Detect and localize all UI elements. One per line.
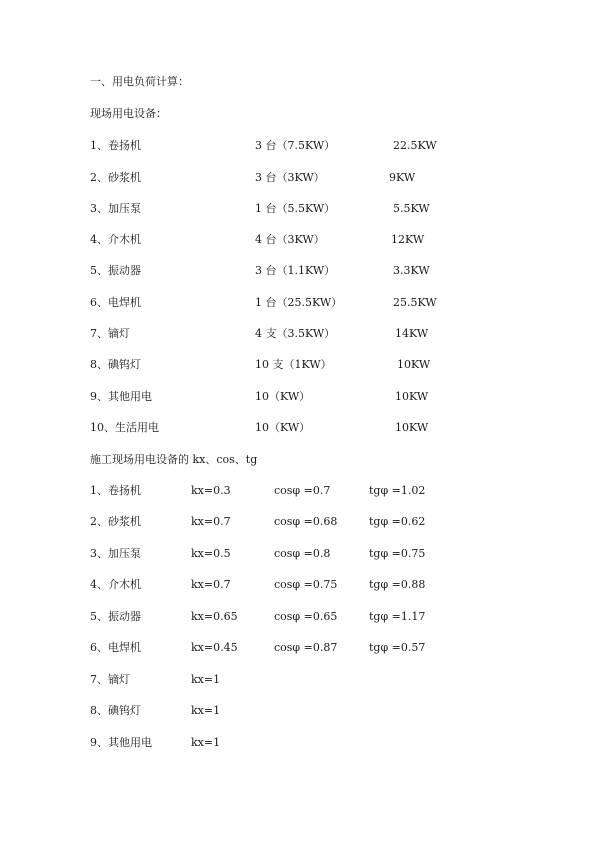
coeff-tg: tgφ =0.75 (369, 547, 426, 560)
list-item (0, 263, 600, 279)
coeff-name: 8、碘钨灯 (90, 704, 141, 717)
equipment-name: 6、电焊机 (90, 296, 141, 309)
list-item (0, 138, 600, 154)
coeff-name: 2、砂浆机 (90, 515, 141, 528)
equipment-qty: 4 台（3KW） (255, 233, 325, 246)
coeff-kx: kx=0.65 (191, 610, 238, 623)
coeff-kx: kx=0.7 (191, 578, 231, 591)
equipment-qty: 4 支（3.5KW） (255, 327, 336, 340)
coeff-name: 9、其他用电 (90, 736, 152, 749)
coeff-kx: kx=1 (191, 673, 221, 686)
equipment-name: 5、振动器 (90, 264, 141, 277)
list-item (0, 514, 600, 530)
equipment-qty: 10（KW） (255, 390, 311, 403)
coeff-kx: kx=0.5 (191, 547, 231, 560)
coeff-kx: kx=0.7 (191, 515, 231, 528)
equipment-power: 10KW (395, 421, 429, 434)
equipment-power: 12KW (391, 233, 425, 246)
equipment-power: 10KW (397, 358, 431, 371)
coeff-tg: tgφ =0.88 (369, 578, 426, 591)
list-item (0, 546, 600, 562)
coeff-heading-line (0, 452, 600, 468)
equipment-heading-line (0, 106, 600, 122)
coeff-kx: kx=1 (191, 736, 221, 749)
equipment-name: 8、碘钨灯 (90, 358, 141, 371)
coeff-name: 3、加压泵 (90, 547, 141, 560)
section-title-line (0, 74, 600, 90)
list-item (0, 420, 600, 436)
coeff-cos: cosφ =0.7 (274, 484, 331, 497)
coeff-kx: kx=1 (191, 704, 221, 717)
equipment-heading: 现场用电设备： (90, 107, 167, 120)
equipment-power: 25.5KW (393, 296, 437, 309)
equipment-power: 3.3KW (393, 264, 430, 277)
list-item (0, 389, 600, 405)
list-item (0, 577, 600, 593)
list-item (0, 703, 600, 719)
coeff-cos: cosφ =0.68 (274, 515, 338, 528)
coeff-tg: tgφ =0.62 (369, 515, 426, 528)
equipment-name: 10、生活用电 (90, 421, 159, 434)
coeff-tg: tgφ =1.02 (369, 484, 426, 497)
list-item (0, 201, 600, 217)
coeff-name: 7、镝灯 (90, 673, 130, 686)
list-item (0, 357, 600, 373)
coeff-cos: cosφ =0.8 (274, 547, 331, 560)
list-item (0, 672, 600, 688)
equipment-power: 22.5KW (393, 139, 437, 152)
equipment-qty: 1 台（25.5KW） (255, 296, 343, 309)
equipment-name: 1、卷扬机 (90, 139, 141, 152)
list-item (0, 170, 600, 186)
coeff-name: 6、电焊机 (90, 641, 141, 654)
coeff-cos: cosφ =0.65 (274, 610, 338, 623)
coeff-heading: 施工现场用电设备的 kx、cos、tg (90, 453, 258, 466)
coeff-tg: tgφ =0.57 (369, 641, 426, 654)
equipment-qty: 10（KW） (255, 421, 311, 434)
equipment-power: 9KW (389, 171, 416, 184)
equipment-power: 14KW (395, 327, 429, 340)
coeff-name: 4、介木机 (90, 578, 141, 591)
list-item (0, 295, 600, 311)
coeff-kx: kx=0.3 (191, 484, 231, 497)
equipment-qty: 3 台（3KW） (255, 171, 325, 184)
section-title: 一、用电负荷计算： (90, 75, 189, 88)
list-item (0, 609, 600, 625)
coeff-name: 5、振动器 (90, 610, 141, 623)
list-item (0, 640, 600, 656)
coeff-tg: tgφ =1.17 (369, 610, 426, 623)
equipment-qty: 3 台（1.1KW） (255, 264, 336, 277)
equipment-name: 4、介木机 (90, 233, 141, 246)
equipment-name: 3、加压泵 (90, 202, 141, 215)
equipment-power: 5.5KW (393, 202, 430, 215)
coeff-kx: kx=0.45 (191, 641, 238, 654)
equipment-name: 7、镝灯 (90, 327, 130, 340)
coeff-name: 1、卷扬机 (90, 484, 141, 497)
coeff-cos: cosφ =0.87 (274, 641, 338, 654)
list-item (0, 735, 600, 751)
equipment-qty: 10 支（1KW） (255, 358, 332, 371)
equipment-name: 9、其他用电 (90, 390, 152, 403)
equipment-name: 2、砂浆机 (90, 171, 141, 184)
equipment-power: 10KW (395, 390, 429, 403)
coeff-cos: cosφ =0.75 (274, 578, 338, 591)
equipment-qty: 1 台（5.5KW） (255, 202, 336, 215)
list-item (0, 483, 600, 499)
list-item (0, 326, 600, 342)
equipment-qty: 3 台（7.5KW） (255, 139, 336, 152)
list-item (0, 232, 600, 248)
